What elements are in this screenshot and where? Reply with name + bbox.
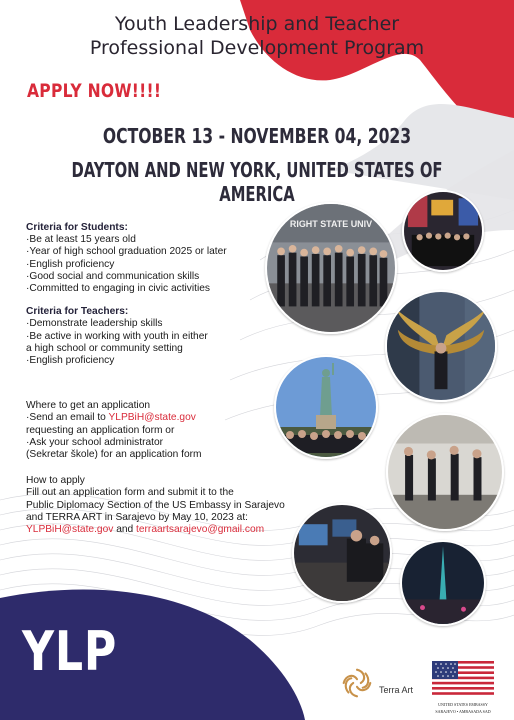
where-to-apply: [26, 400, 316, 461]
photo-times-square: [402, 190, 484, 272]
how-line-4: [26, 524, 316, 536]
list-item: ·Good social and communication skills: [26, 270, 200, 282]
program-location: DAYTON AND NEW YORK, UNITED STATES OF AMERICA: [71, 158, 443, 206]
list-item: ·Committed to engaging in civic activities: [26, 283, 211, 295]
teachers-heading: Criteria for Teachers:: [26, 306, 129, 318]
list-item: ·Demonstrate leadership skills: [26, 318, 163, 330]
teachers-criteria: [26, 306, 316, 367]
how-heading: How to apply: [26, 475, 85, 487]
terra-art-logo: [338, 664, 413, 702]
and-text: and: [113, 524, 137, 536]
where-line-3: ·Ask your school administrator: [26, 436, 164, 448]
list-item: a high school or community setting: [26, 342, 183, 354]
where-line-4: (Sekretar škole) for an application form: [26, 449, 202, 461]
email-link[interactable]: YLPBiH@state.gov: [26, 524, 114, 536]
terra-art-label: Terra Art: [379, 685, 414, 695]
apply-now-heading: APPLY NOW!!!!: [27, 80, 162, 102]
how-to-apply: [26, 475, 316, 536]
university-sign-text: RIGHT STATE UNIV: [289, 219, 373, 230]
title-line-2: Professional Development Program: [89, 37, 425, 59]
title-line-1: Youth Leadership and Teacher: [114, 13, 400, 35]
where-line-1: [26, 412, 316, 424]
photo-studio: [292, 503, 392, 603]
photo-group-university: [265, 202, 397, 334]
list-item: ·Be active in working with youth in either: [26, 330, 208, 342]
photo-angel-wings: [385, 290, 497, 402]
where-heading: Where to get an application: [26, 400, 151, 412]
students-heading: Criteria for Students:: [26, 222, 128, 233]
list-item: ·English proficiency: [26, 258, 115, 270]
email-link[interactable]: YLPBiH@state.gov: [108, 412, 196, 424]
photo-classroom: [386, 413, 504, 531]
embassy-label-1: UNITED STATES EMBASSY: [438, 702, 488, 707]
us-flag-icon: [432, 661, 494, 695]
list-item: ·English proficiency: [26, 355, 115, 367]
email-link[interactable]: terraartsarajevo@gmail.com: [136, 524, 265, 536]
where-line-1-text: ·Send an email to: [26, 412, 109, 424]
spacer: [26, 378, 316, 400]
embassy-label-2: SARAJEVO • AMBASADA SAD: [435, 709, 491, 714]
photo-statue-of-liberty: [274, 355, 378, 459]
list-item: ·Be at least 15 years old: [26, 234, 136, 246]
us-embassy-logo: [432, 661, 494, 714]
ylp-logo-text: YLP: [22, 620, 118, 683]
how-line-3: and TERRA ART in Sarajevo by May 10, 2023 at:: [26, 511, 248, 523]
where-line-2: requesting an application form or: [26, 424, 175, 436]
program-title: [0, 12, 514, 60]
photo-night-tower: [400, 540, 486, 626]
how-line-1: Fill out an application form and submit it to the: [26, 487, 234, 499]
how-line-2: Public Diplomacy Section of the US Embassy in Sarajevo: [26, 499, 285, 511]
program-dates: OCTOBER 13 - NOVEMBER 04, 2023: [102, 124, 412, 148]
list-item: ·Year of high school graduation 2025 or later: [26, 246, 227, 258]
terra-art-swirl-icon: [338, 664, 376, 702]
